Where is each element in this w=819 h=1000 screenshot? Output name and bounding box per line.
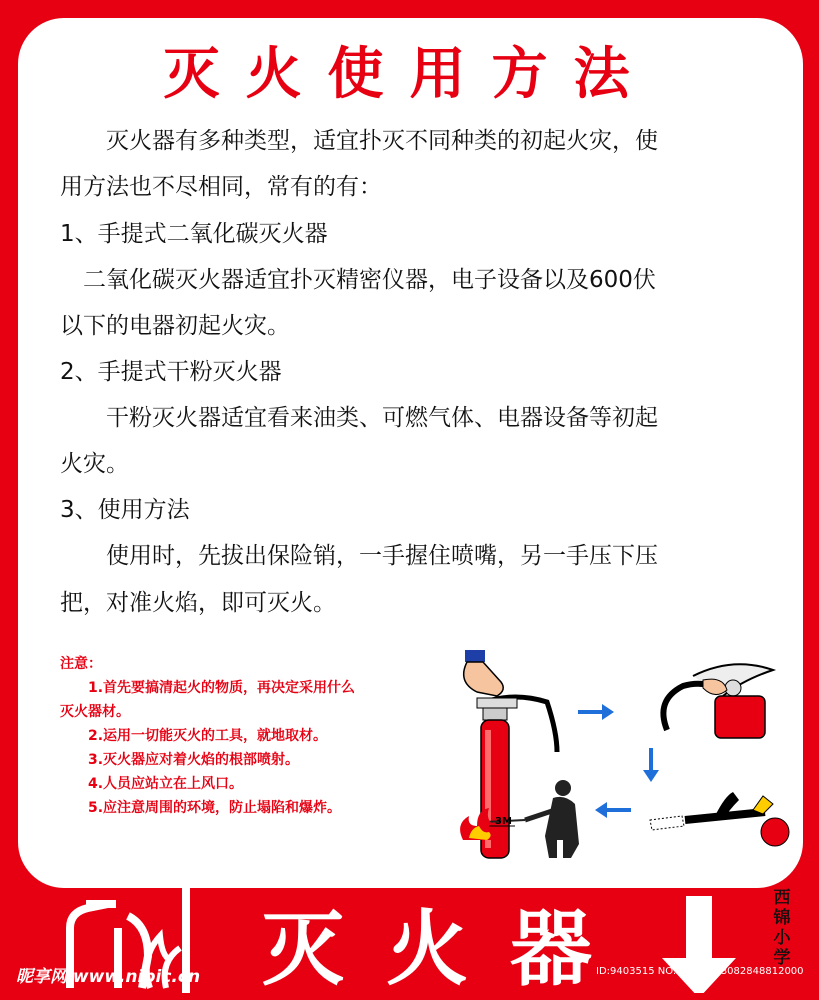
- down-arrow-icon: [662, 896, 736, 993]
- notes-block: [60, 652, 355, 820]
- section-3-heading: 3、使用方法: [60, 497, 190, 523]
- watermark-id: ID:9403515 NO:20121113082848812000: [596, 966, 804, 977]
- section-3-text-2: 把，对准火焰，即可灭火。: [60, 590, 336, 616]
- section-2-text-1: 干粉灭火器适宜看来油类、可燃气体、电器设备等初起: [60, 405, 658, 431]
- note-item-4: 4.人员应站立在上风口。: [60, 776, 244, 792]
- footer-big-text: 灭火器: [262, 902, 635, 997]
- section-1-heading: 1、手提式二氧化碳灭火器: [60, 221, 328, 247]
- section-2-text-2: 火灾。: [60, 451, 129, 477]
- watermark-site: 昵享网 www.nipic.cn: [16, 967, 201, 987]
- intro-line-1: 灭火器有多种类型，适宜扑灭不同种类的初起火灾，使: [60, 128, 658, 154]
- notes-heading: 注意：: [60, 656, 102, 672]
- note-item-5: 5.应注意周围的环境，防止塌陷和爆炸。: [60, 800, 342, 816]
- distance-label: 3M: [495, 816, 512, 827]
- intro-line-2: 用方法也不尽相同，常有的有：: [60, 174, 382, 200]
- extinguisher-usage-illustration: [435, 640, 795, 870]
- note-item-1a: 1.首先要搞清起火的物质，再决定采用什么: [60, 680, 356, 696]
- section-2-heading: 2、手提式干粉灭火器: [60, 359, 282, 385]
- section-3-text-1: 使用时，先拔出保险销，一手握住喷嘴，另一手压下压: [60, 543, 658, 569]
- extinguisher-step3-icon: [650, 792, 789, 846]
- page-title: 灭火使用方法: [163, 42, 656, 107]
- school-name: 西锦小学: [773, 888, 791, 968]
- note-item-1b: 灭火器材。: [60, 704, 130, 720]
- firefighting-person-icon: [460, 780, 579, 858]
- section-1-text-1: 二氧化碳灭火器适宜扑灭精密仪器，电子设备以及600伏: [60, 267, 656, 293]
- extinguisher-step2-icon: [663, 664, 773, 738]
- section-1-text-2: 以下的电器初起火灾。: [60, 313, 290, 339]
- note-item-2: 2.运用一切能灭火的工具，就地取材。: [60, 728, 328, 744]
- note-item-3: 3.灭火器应对着火焰的根部喷射。: [60, 752, 300, 768]
